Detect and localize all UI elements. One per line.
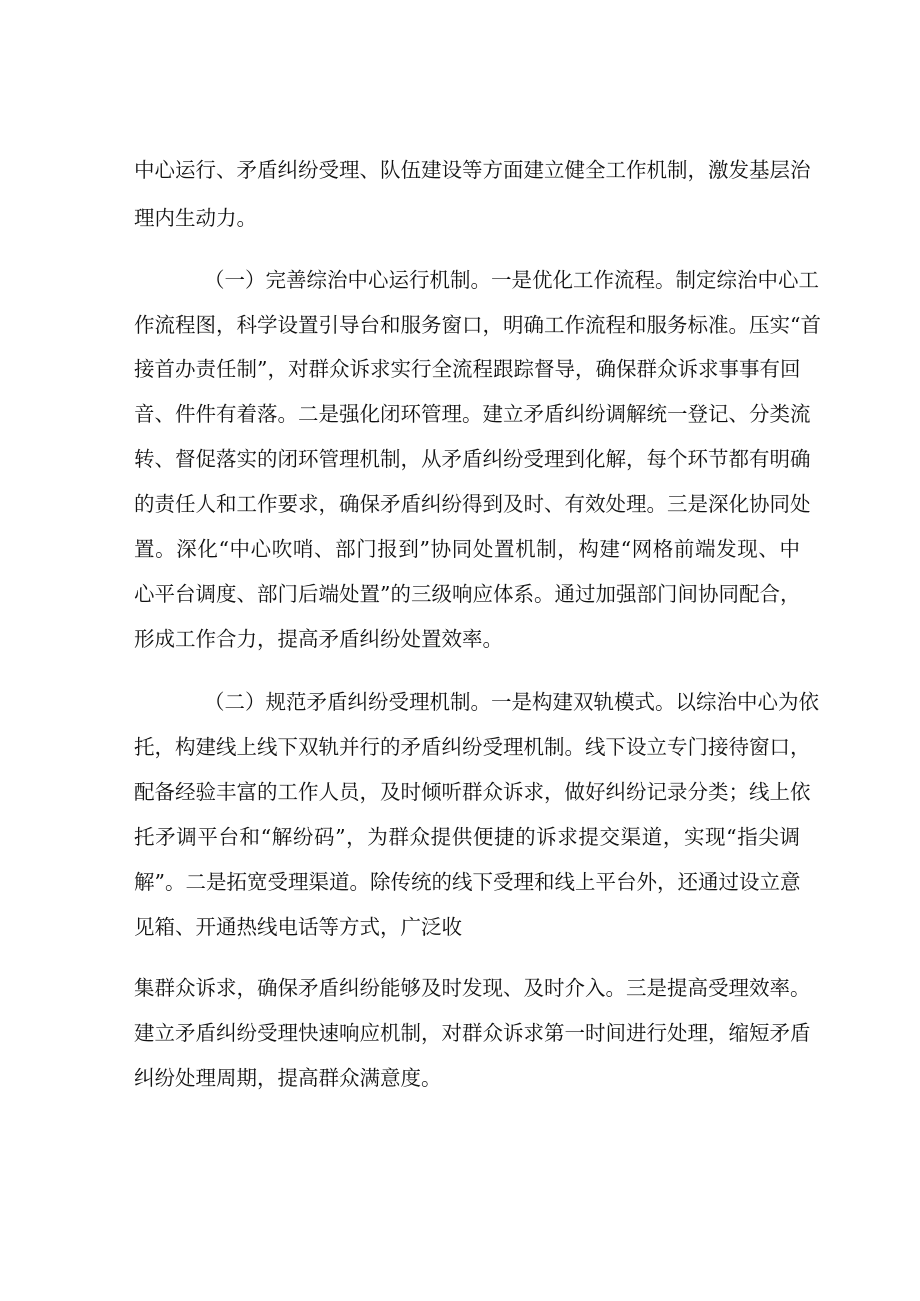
text-line: 集群众诉求，确保矛盾纠纷能够及时发现、及时介入。三是提高受理效率。: [134, 976, 811, 1000]
text-line: 解”。二是拓宽受理渠道。除传统的线下受理和线上平台外，还通过设立意: [134, 870, 801, 894]
text-line: 理内生动力。: [134, 206, 257, 230]
text-line: 建立矛盾纠纷受理快速响应机制，对群众诉求第一时间进行处理，缩短矛盾: [134, 1021, 811, 1045]
text-line: 见箱、开通热线电话等方式，广泛收: [134, 915, 462, 939]
text-line: 音、件件有着落。二是强化闭环管理。建立矛盾纠纷调解统一登记、分类流: [134, 402, 811, 426]
text-line: 置。深化“中心吹哨、部门报到”协同处置机制，构建“网格前端发现、中: [134, 537, 800, 561]
text-line: 的责任人和工作要求，确保矛盾纠纷得到及时、有效处理。三是深化协同处: [134, 492, 811, 516]
text-line: 形成工作合力，提高矛盾纠纷处置效率。: [134, 627, 503, 651]
text-line: 纠纷处理周期，提高群众满意度。: [134, 1066, 442, 1090]
section-heading-line: （一）完善综治中心运行机制。一是优化工作流程。制定综治中心工: [204, 268, 819, 292]
text-line: 作流程图，科学设置引导台和服务窗口，明确工作流程和服务标准。压实“首: [134, 313, 821, 337]
section-heading-line: （二）规范矛盾纠纷受理机制。一是构建双轨模式。以综治中心为依: [204, 690, 819, 714]
text-line: 配备经验丰富的工作人员，及时倾听群众诉求，做好纠纷记录分类；线上依: [134, 780, 811, 804]
text-line: 中心运行、矛盾纠纷受理、队伍建设等方面建立健全工作机制，激发基层治: [134, 158, 811, 182]
text-line: 托矛调平台和“解纷码”，为群众提供便捷的诉求提交渠道，实现“指尖调: [134, 825, 800, 849]
text-line: 转、督促落实的闭环管理机制，从矛盾纠纷受理到化解，每个环节都有明确: [134, 447, 811, 471]
text-line: 托，构建线上线下双轨并行的矛盾纠纷受理机制。线下设立专门接待窗口，: [134, 735, 811, 759]
text-line: 接首办责任制”，对群众诉求实行全流程跟踪督导，确保群众诉求事事有回: [134, 357, 801, 381]
text-line: 心平台调度、部门后端处置”的三级响应体系。通过加强部门间协同配合，: [134, 582, 801, 606]
